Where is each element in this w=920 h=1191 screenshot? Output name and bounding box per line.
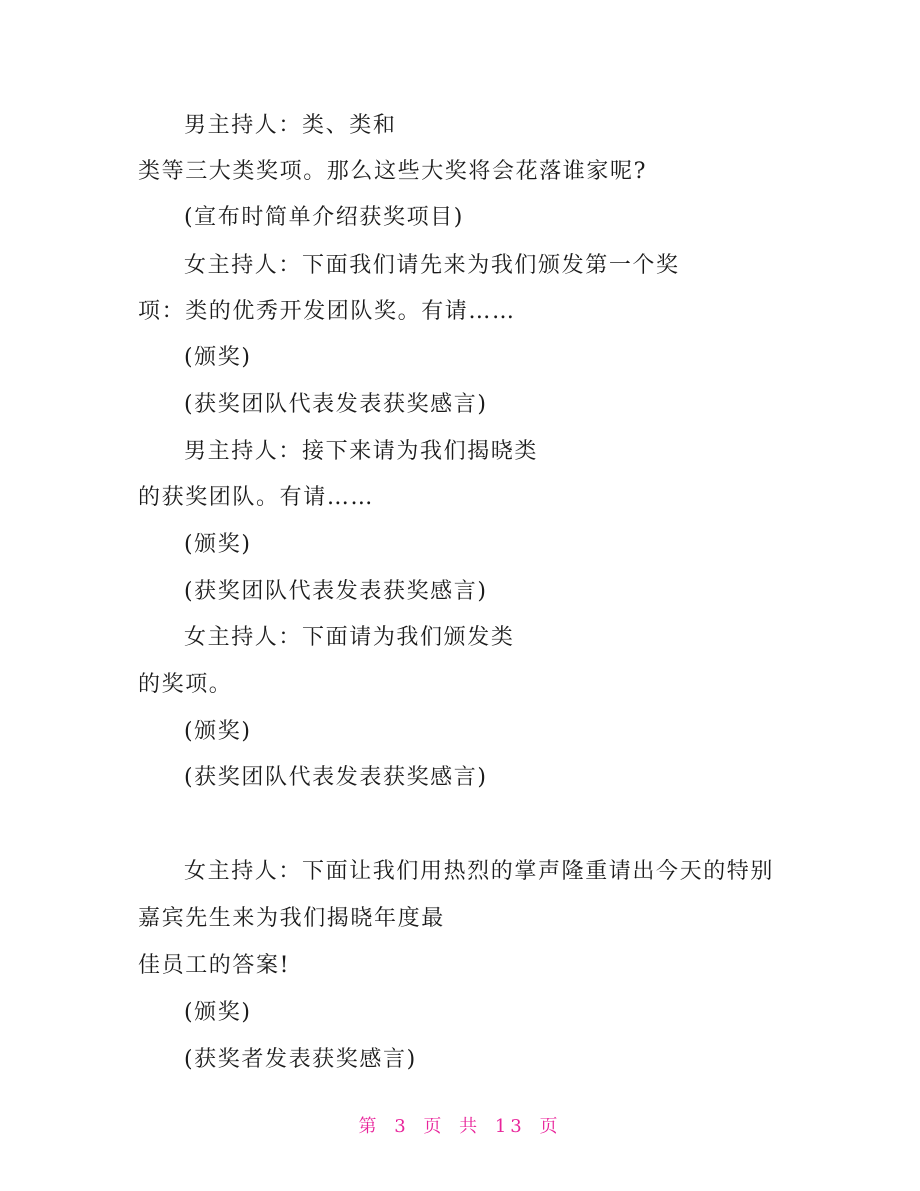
text-segment: 为我们揭晓 xyxy=(396,439,515,464)
paragraph-male-host-reveal-line-1 xyxy=(184,437,784,467)
host-label: 女主持人：下面请 xyxy=(184,625,373,650)
text-segment: 类和 xyxy=(349,113,397,138)
paragraph-male-host-categories-line-1 xyxy=(184,111,784,141)
text-segment: 先生来为我们揭晓 xyxy=(185,906,375,931)
host-label: 女主持人：下面我们请 xyxy=(184,253,421,278)
text-segment: 先来为我们颁发第一个奖 xyxy=(420,253,680,278)
text-segment: 最 xyxy=(421,906,445,931)
page-number-footer: 第 3 页 共 13 页 xyxy=(358,1116,562,1137)
text-segment: 类 xyxy=(514,439,539,464)
paragraph-female-host-first-award-line-2 xyxy=(138,297,784,327)
stage-direction-award: (颁奖) xyxy=(184,532,252,557)
text-segment: 类的优秀开发团队奖。有请 xyxy=(185,299,469,324)
paragraph-female-host-present-line-1 xyxy=(184,623,784,653)
paragraph-female-host-first-award-line-1 xyxy=(184,251,784,281)
text-segment: 嘉宾 xyxy=(138,906,186,931)
text-segment: 年度 xyxy=(374,906,422,931)
stage-direction-acceptance: (获奖团队代表发表获奖感言) xyxy=(184,392,488,417)
text-segment: 类等三大类奖项。那么这些大奖将会花落谁家呢? xyxy=(138,159,647,184)
text-segment: 女主持人：下面让我们用热烈的掌声隆重请出今天的特别 xyxy=(184,859,775,884)
stage-direction-winner-speech: (获奖者发表获奖感言) xyxy=(184,1047,417,1072)
paragraph-female-host-present-line-2 xyxy=(138,670,784,700)
text-segment: 的获奖团队。有请 xyxy=(138,485,327,510)
stage-direction-award: (颁奖) xyxy=(184,719,252,744)
paragraph-male-host-reveal-line-2 xyxy=(138,483,784,513)
stage-direction-acceptance: (获奖团队代表发表获奖感言) xyxy=(184,579,488,604)
paragraph-special-guest-line-1 xyxy=(184,857,784,887)
text-segment: 项： xyxy=(138,299,186,324)
text-segment: 为我们颁发 xyxy=(372,625,491,650)
text-segment: 类、 xyxy=(302,113,350,138)
stage-direction-acceptance: (获奖团队代表发表获奖感言) xyxy=(184,765,488,790)
text-segment: 佳员工的答案! xyxy=(138,953,291,978)
stage-direction-award: (颁奖) xyxy=(184,1000,252,1025)
host-label: 男主持人： xyxy=(184,113,303,138)
paragraph-special-guest-line-2 xyxy=(138,904,784,934)
paragraph-special-guest-line-3 xyxy=(138,951,784,981)
text-segment: 的奖项。 xyxy=(138,672,233,697)
stage-direction-announce: (宣布时简单介绍获奖项目) xyxy=(184,205,464,230)
text-segment: 类 xyxy=(490,625,515,650)
host-label: 男主持人：接下来请 xyxy=(184,439,397,464)
paragraph-male-host-categories-line-2 xyxy=(138,157,784,187)
stage-direction-award: (颁奖) xyxy=(184,345,252,370)
ellipsis: …… xyxy=(326,485,375,510)
ellipsis: …… xyxy=(468,299,516,324)
